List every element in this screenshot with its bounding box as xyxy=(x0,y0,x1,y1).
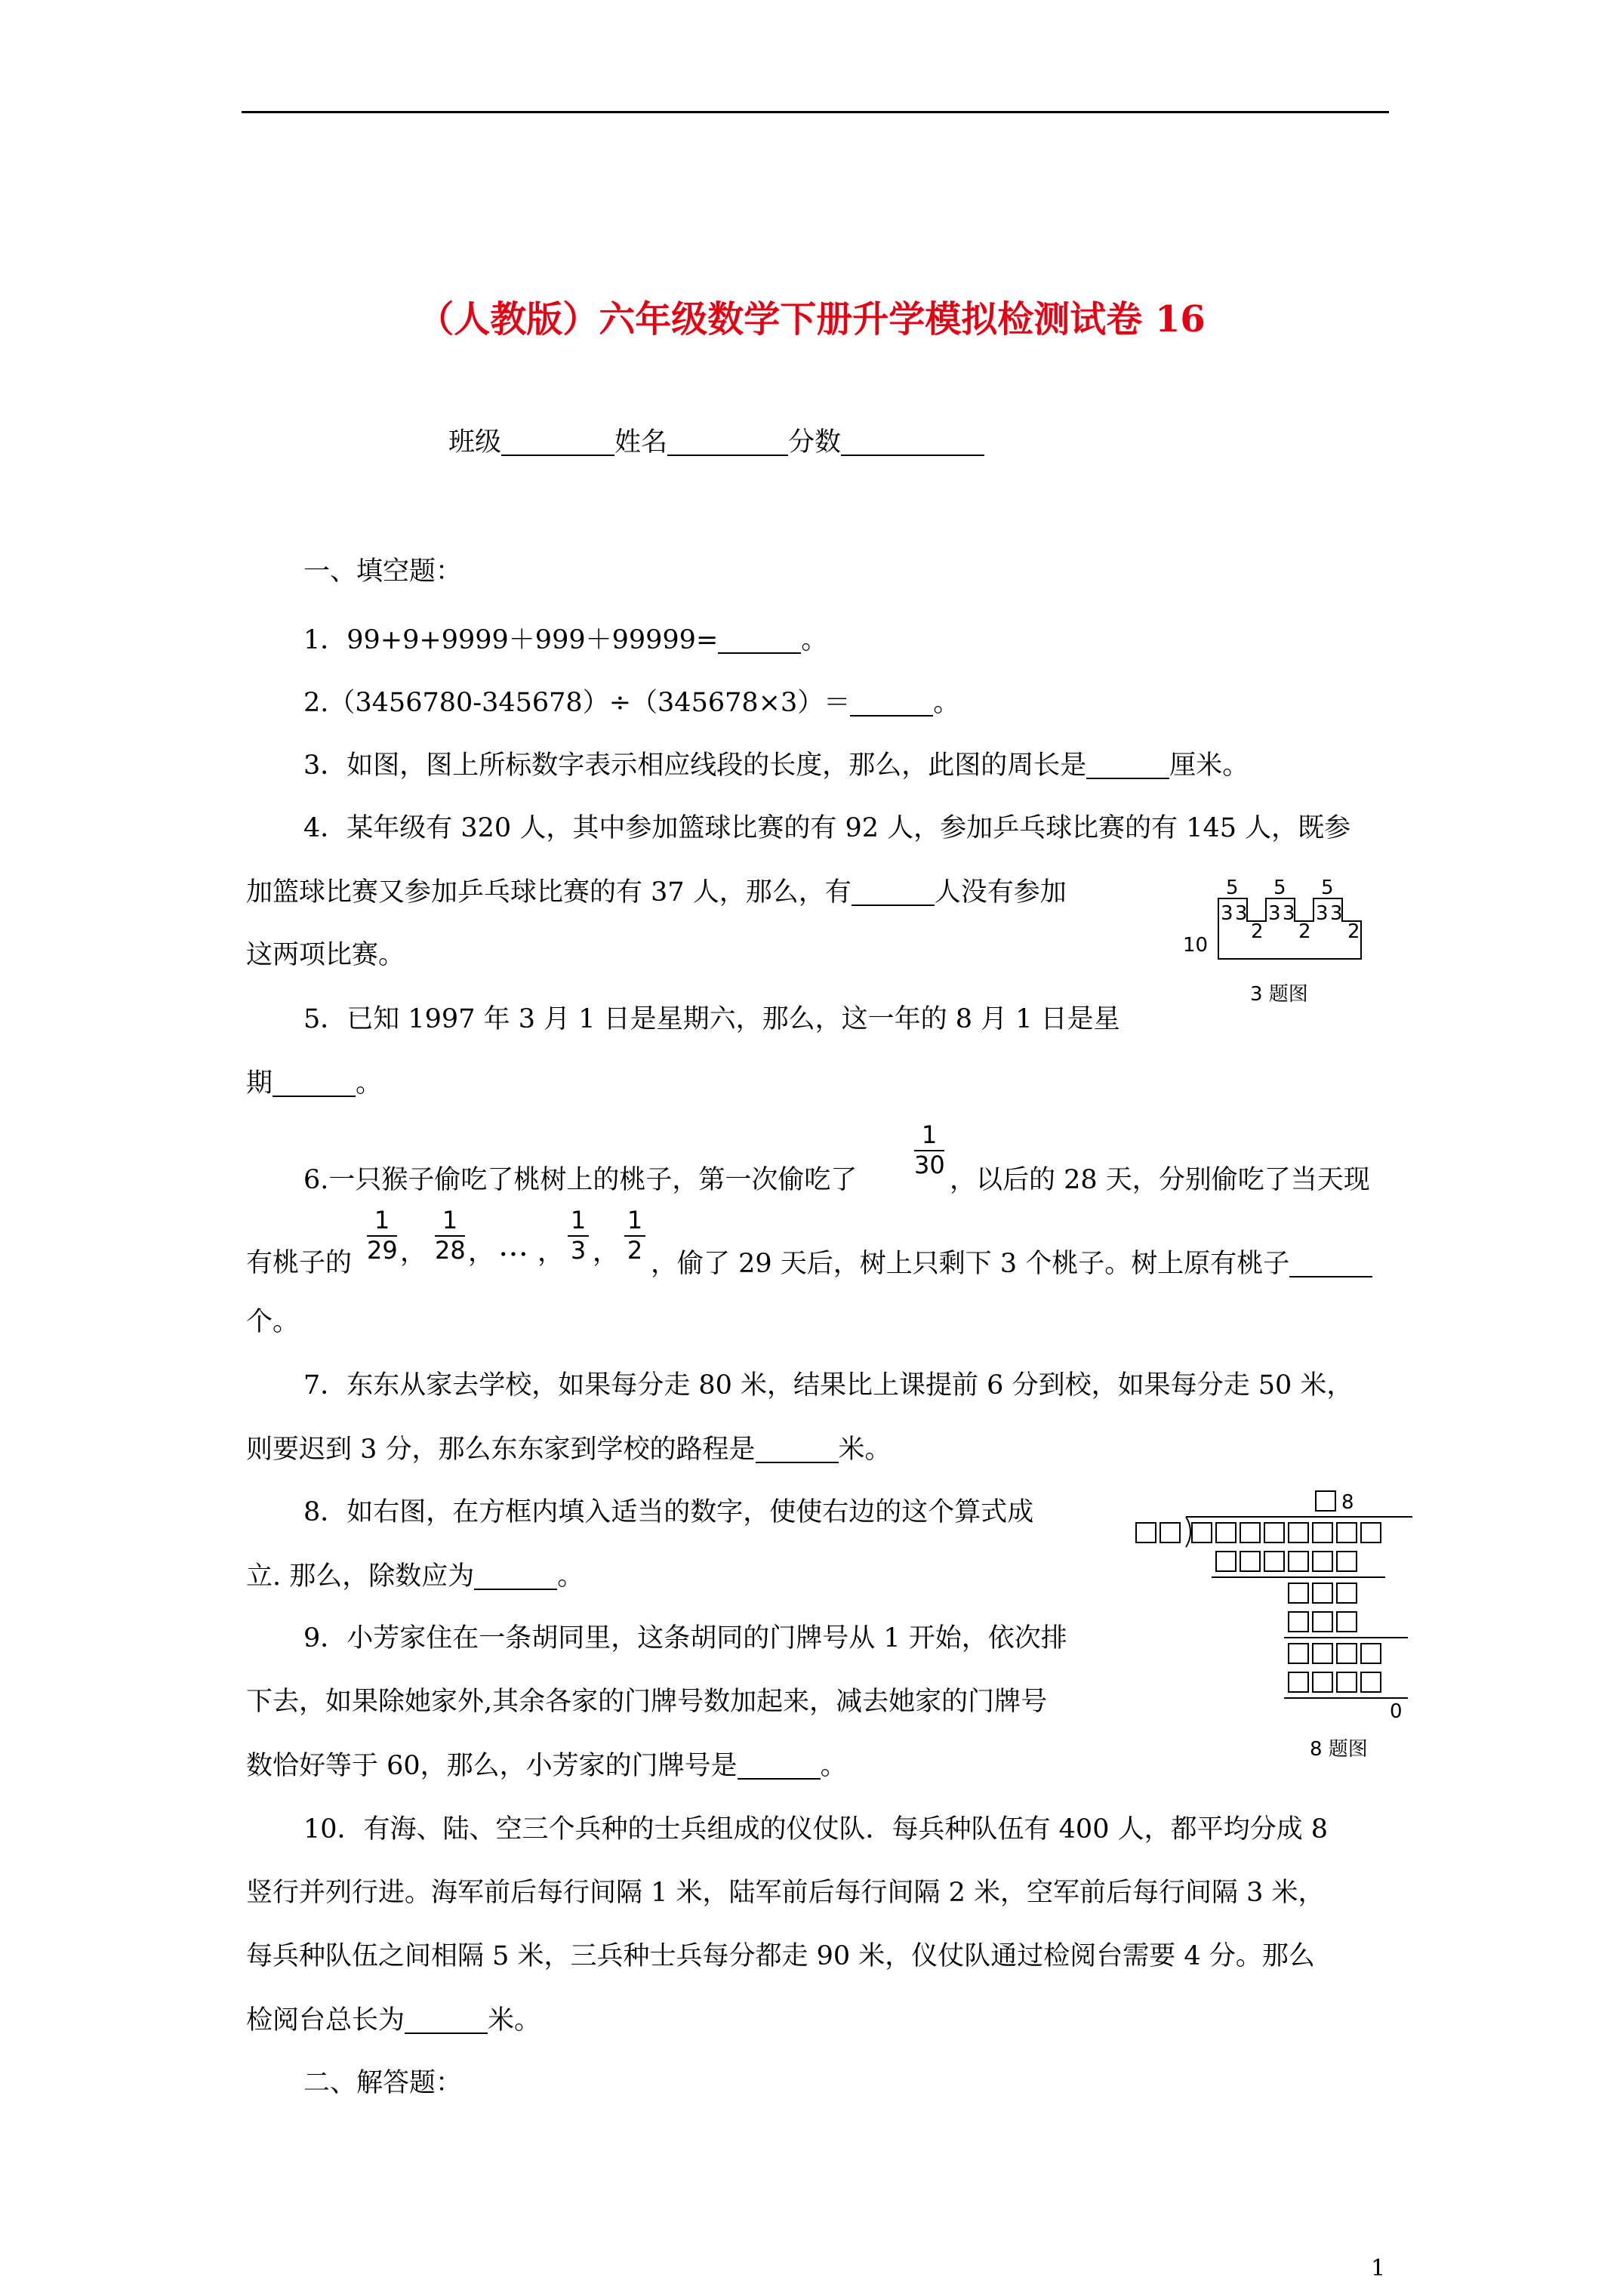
q7-answer-blank[interactable] xyxy=(756,1436,839,1463)
question-9-line-2: 下去，如果除她家外,其余各家的门牌号数加起来，减去她家的门牌号 xyxy=(246,1687,1048,1717)
question-6-line-1b: ，以后的 28 天，分别偷吃了当天现 xyxy=(950,1165,1370,1195)
question-6-line-2a: 有桃子的 xyxy=(246,1248,353,1278)
question-4-line-2: 加篮球比赛又参加乒乓球比赛的有 37 人，那么，有 人没有参加 xyxy=(246,877,1067,908)
q9-answer-blank[interactable] xyxy=(738,1752,821,1780)
fig3-top-label-2: 5 xyxy=(1273,877,1286,899)
page-title: （人教版）六年级数学下册升学模拟检测试卷 16 xyxy=(417,298,1206,341)
header-rule xyxy=(242,111,1389,113)
question-5-line-1: 5．已知 1997 年 3 月 1 日是星期六，那么，这一年的 8 月 1 日是星 xyxy=(303,1004,1120,1034)
header-fields xyxy=(448,429,984,456)
question-6-line-2b: ，偷了 29 天后，树上只剩下 3 个桃子。树上原有桃子 xyxy=(651,1250,1372,1277)
quotient-box xyxy=(1316,1491,1335,1511)
question-4-line-3: 这两项比赛。 xyxy=(246,940,405,970)
division-bracket xyxy=(1186,1517,1190,1547)
fig3-three-4: 3 xyxy=(1283,902,1295,925)
fig3-three-2: 3 xyxy=(1235,902,1248,925)
score-label: 分数 xyxy=(788,427,842,458)
question-7-line-2: 则要迟到 3 分，那么东东家到学校的路程是 米。 xyxy=(246,1435,892,1465)
question-9-line-1: 9．小芳家住在一条胡同里，这条胡同的门牌号从 1 开始，依次排 xyxy=(303,1623,1067,1653)
page-number: 1 xyxy=(1371,2255,1386,2282)
q6-sep-1: ， xyxy=(400,1237,427,1268)
q4-answer-blank[interactable] xyxy=(852,879,935,906)
fig3-two-3: 2 xyxy=(1347,920,1360,943)
name-label: 姓名 xyxy=(614,427,668,458)
quotient-digit: 8 xyxy=(1341,1491,1354,1514)
question-9-line-3: 数恰好等于 60，那么，小芳家的门牌号是 。 xyxy=(246,1751,847,1781)
q6-answer-blank[interactable] xyxy=(1289,1250,1372,1277)
question-1: 1．99+9+9999＋999＋99999= 。 xyxy=(303,625,828,655)
fraction-1-30: 1 30 xyxy=(914,1120,945,1179)
question-8-line-2: 立. 那么，除数应为 。 xyxy=(246,1561,584,1592)
question-2: 2.（3456780-345678）÷（345678×3）＝ 。 xyxy=(303,688,960,718)
class-blank[interactable] xyxy=(501,429,614,456)
fraction-1-28: 1 28 xyxy=(435,1206,466,1265)
fig8-caption: 8 题图 xyxy=(1310,1738,1368,1761)
question-10-line-4: 检阅台总长为 米。 xyxy=(246,2005,541,2036)
name-blank[interactable] xyxy=(667,429,788,456)
divisor-box-1 xyxy=(1136,1523,1156,1542)
fig3-three-3: 3 xyxy=(1268,902,1281,925)
question-8-line-1: 8．如右图，在方框内填入适当的数字，使使右边的这个算式成 xyxy=(303,1497,1034,1527)
fig3-top-label-1: 5 xyxy=(1226,877,1239,899)
q3-answer-blank[interactable] xyxy=(1086,752,1169,779)
question-6-line-3: 个。 xyxy=(246,1307,300,1337)
q10-answer-blank[interactable] xyxy=(405,2007,488,2034)
divisor-box-2 xyxy=(1160,1523,1180,1542)
q5-answer-blank[interactable] xyxy=(273,1070,356,1097)
score-blank[interactable] xyxy=(841,429,984,456)
class-label: 班级 xyxy=(448,427,502,458)
question-10-line-3: 每兵种队伍之间相隔 5 米，三兵种士兵每分都走 90 米，仪仗队通过检阅台需要 4 分。那么 xyxy=(246,1941,1315,1971)
question-6-line-1a: 6.一只猴子偷吃了桃树上的桃子，第一次偷吃了 xyxy=(303,1165,858,1195)
q1-answer-blank[interactable] xyxy=(718,627,801,654)
fig3-two-2: 2 xyxy=(1298,920,1311,943)
question-4-line-1: 4．某年级有 320 人，其中参加篮球比赛的有 92 人，参加乒乓球比赛的有 145 人，既参 xyxy=(303,813,1351,843)
q6-ellipsis: … xyxy=(498,1228,528,1263)
question-3: 3．如图，图上所标数字表示相应线段的长度，那么，此图的周长是 厘米。 xyxy=(303,750,1249,781)
question-7-line-1: 7．东东从家去学校，如果每分走 80 米，结果比上课提前 6 分到校，如果每分走 50 米， xyxy=(303,1370,1354,1401)
q6-sep-2: ， xyxy=(468,1237,495,1268)
question-5-line-2: 期 。 xyxy=(246,1068,383,1099)
figure-q8-division xyxy=(1129,1484,1431,1774)
question-10-line-2: 竖行并列行进。海军前后每行间隔 1 米，陆军前后每行间隔 2 米，空军前后每行间隔 3 米， xyxy=(246,1878,1325,1908)
q8-answer-blank[interactable] xyxy=(474,1563,557,1590)
remainder-digit: 0 xyxy=(1390,1700,1403,1723)
question-10-line-1: 10．有海、陆、空三个兵种的士兵组成的仪仗队．每兵种队伍有 400 人，都平均分成 8 xyxy=(303,1814,1328,1845)
fig3-left-label: 10 xyxy=(1183,934,1209,957)
fraction-1-29: 1 29 xyxy=(367,1206,398,1265)
q6-sep-3: ， xyxy=(537,1237,565,1268)
fig3-three-6: 3 xyxy=(1330,902,1343,925)
fig3-two-1: 2 xyxy=(1251,920,1264,943)
figure-q3-perimeter xyxy=(1170,868,1397,1019)
q6-sep-4: ， xyxy=(593,1237,620,1268)
section-solve-heading: 二、解答题： xyxy=(303,2068,463,2098)
fraction-1-2: 1 2 xyxy=(624,1208,645,1263)
fraction-1-3: 1 3 xyxy=(568,1208,589,1263)
fig3-caption: 3 题图 xyxy=(1250,983,1308,1006)
fig3-three-5: 3 xyxy=(1316,902,1329,925)
section-fill-blank-heading: 一、填空题： xyxy=(303,556,463,587)
q2-answer-blank[interactable] xyxy=(850,689,933,717)
fig3-top-label-3: 5 xyxy=(1321,877,1334,899)
fig3-three-1: 3 xyxy=(1221,902,1233,925)
